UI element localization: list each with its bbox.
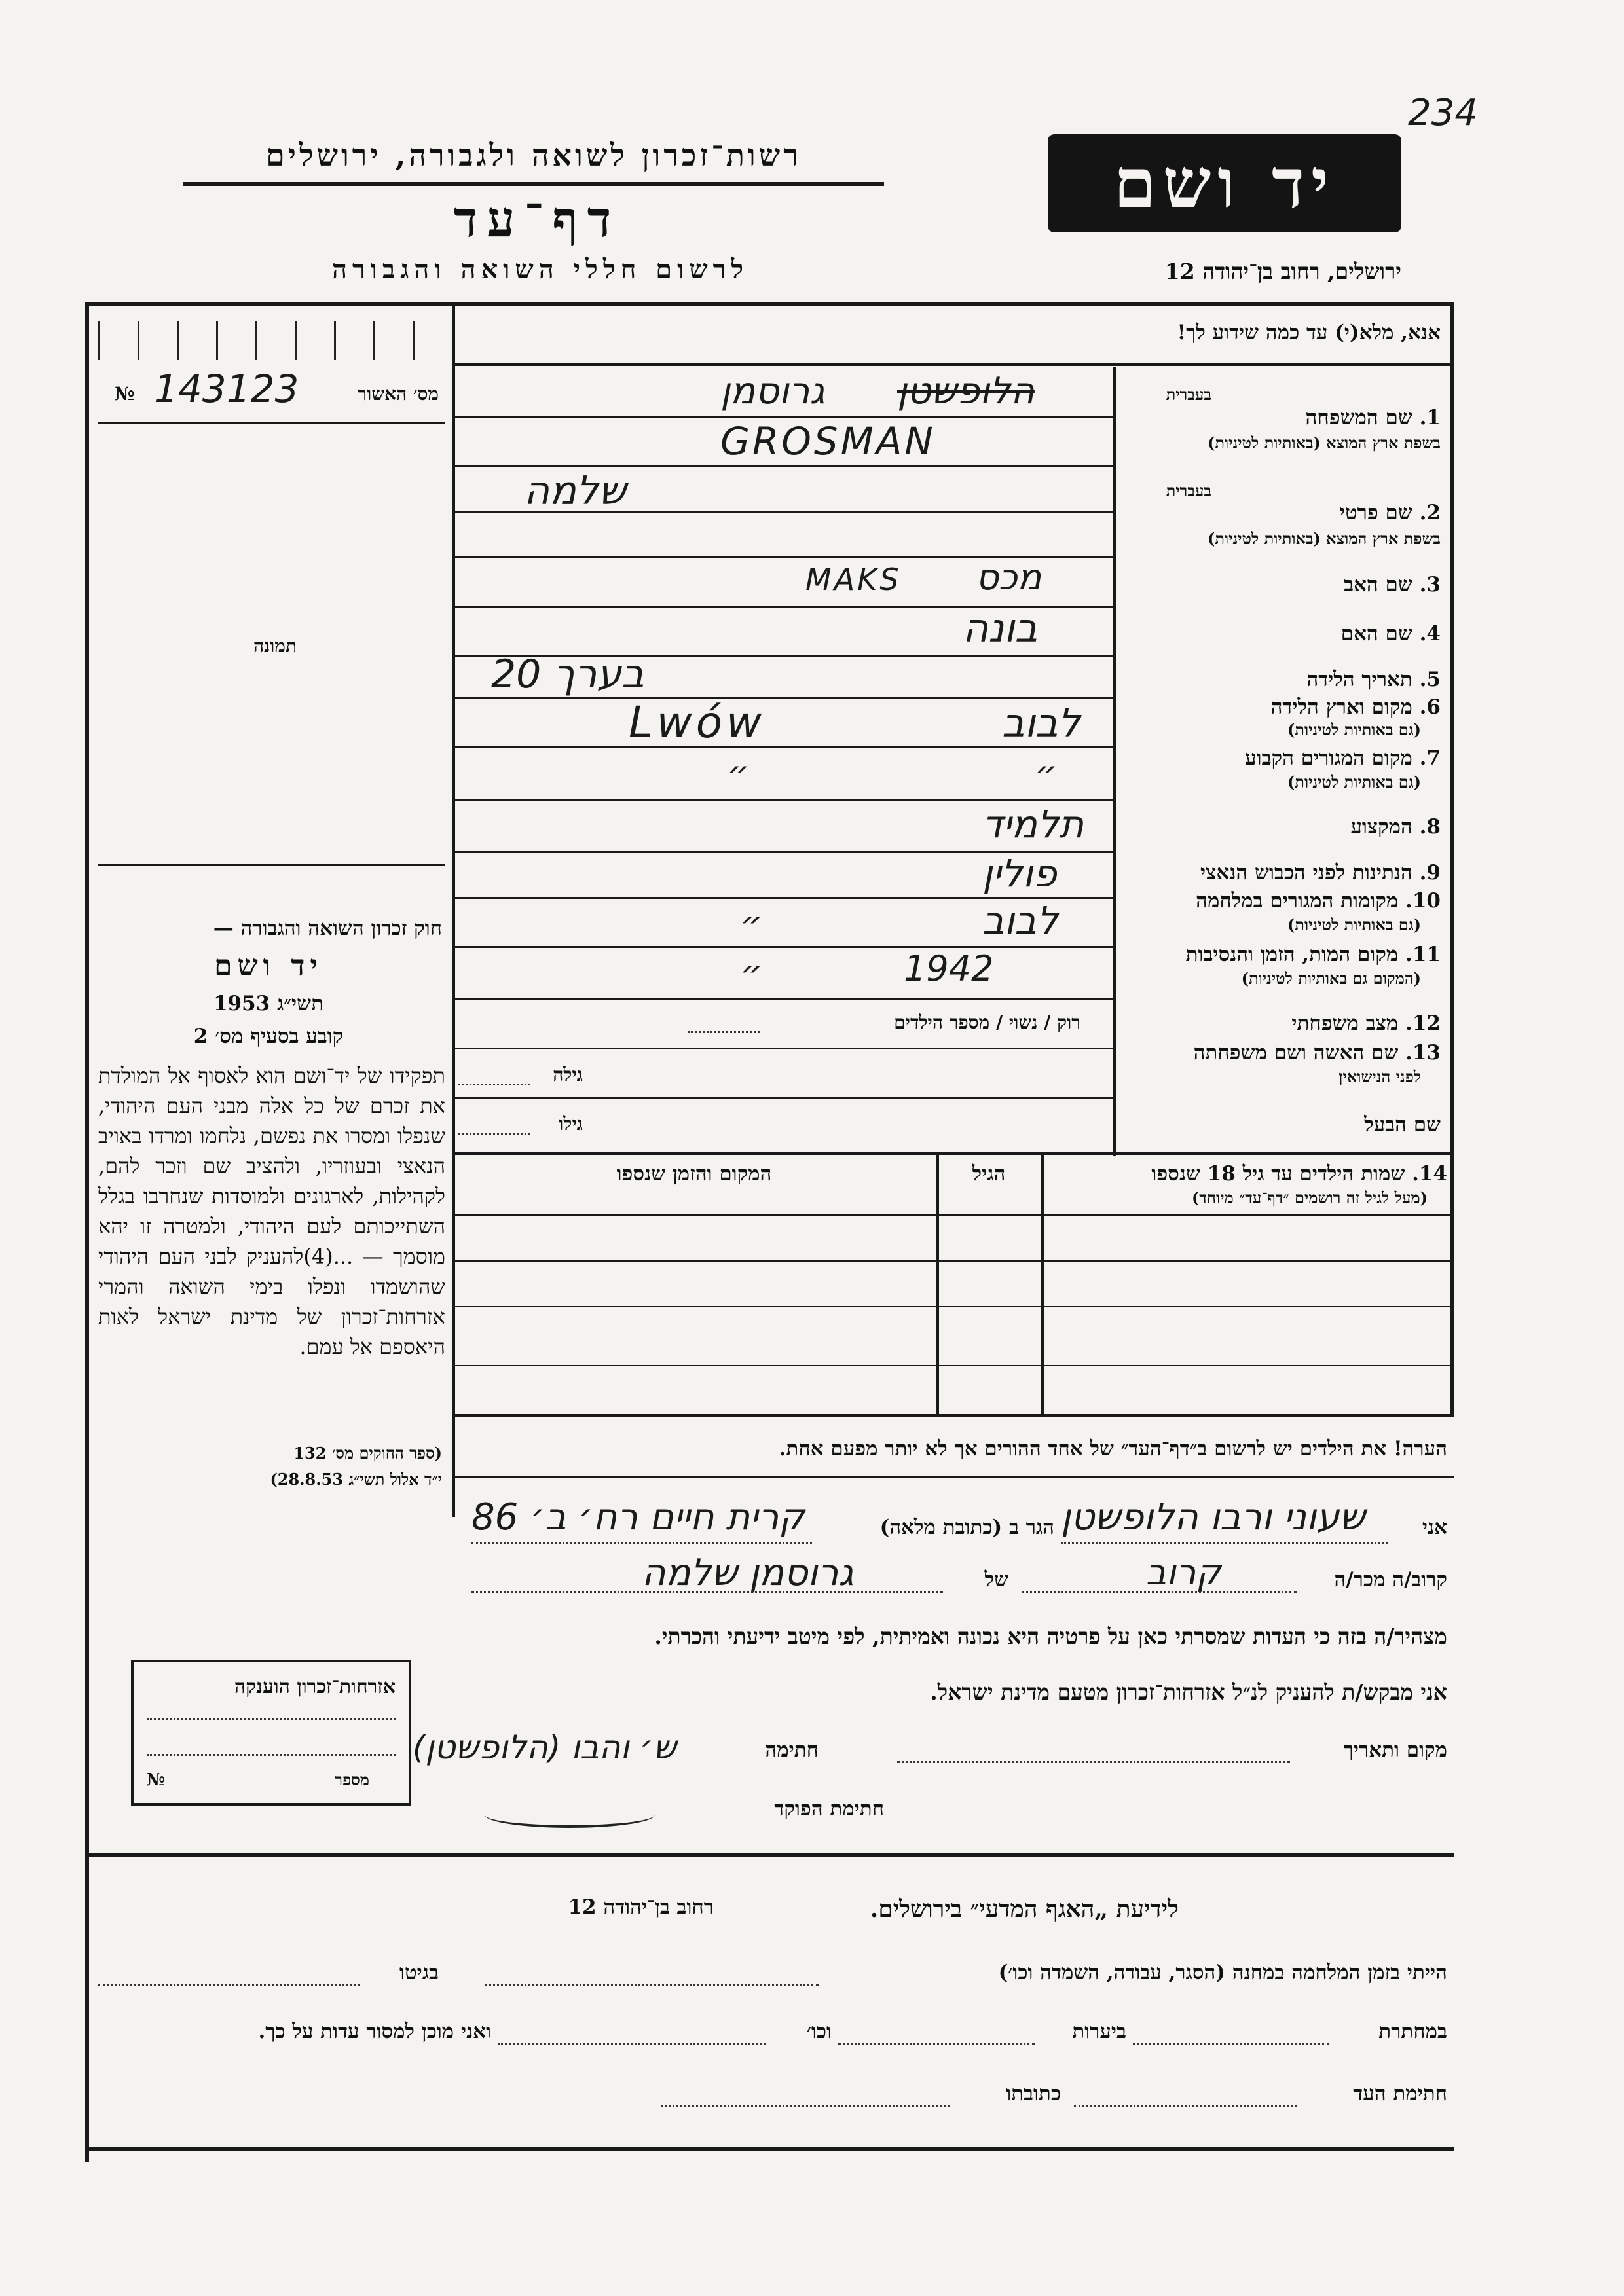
- f4-label: 4. שם האם: [1340, 622, 1441, 646]
- f1-hebrew-tag: בעברית: [1166, 385, 1211, 404]
- bottom-address-dots: [661, 2105, 950, 2107]
- law-title: חוק זכרון השואה והגבורה —: [213, 917, 442, 940]
- f8-label: 8. המקצוע: [1350, 815, 1441, 839]
- decl-place-date-label: מקום ותאריך: [1343, 1738, 1447, 1762]
- bottom-address-label: כתובתו: [1006, 2082, 1061, 2105]
- citizenship-number-label: מספר: [335, 1770, 369, 1789]
- decl-statement: מצהיר/ה בזה כי העדות שמסרתי כאן על פרטיה היא נכונה ואמיתית, לפי מיטב ידיעתי והכרתי.: [654, 1624, 1447, 1649]
- f9-label: 9. הנתינות לפני הכבוש הנאצי: [1200, 861, 1441, 884]
- f11-label: 11. מקום המות, הזמן והנסיבות: [1185, 943, 1441, 966]
- children-head-rule: [455, 1214, 1454, 1216]
- row-rule-1: [455, 416, 1113, 418]
- decl-address-dots: [471, 1542, 812, 1544]
- bottom-camp-dots: [485, 1984, 819, 1986]
- bottom-underground-dots: [1133, 2043, 1329, 2045]
- children-col-age: הגיל: [972, 1162, 1006, 1186]
- citizenship-box: [131, 1660, 411, 1806]
- row-rule-13: [455, 998, 1113, 1000]
- f3-label: 3. שם האב: [1344, 573, 1441, 596]
- children-rule-4: [455, 1414, 1454, 1417]
- children-rule-2: [455, 1306, 1454, 1307]
- row-rule-15: [455, 1097, 1113, 1099]
- bottom-witness-sig: חתימת העד: [1353, 2082, 1447, 2105]
- decl-relation-label: קרוב/ה מכר/ה: [1334, 1568, 1447, 1592]
- bottom-divider: [85, 1853, 1454, 1857]
- f5-value: בערך 20: [491, 651, 644, 697]
- children-rule-3: [455, 1365, 1454, 1366]
- age2-dots: [458, 1133, 530, 1135]
- f3-value-latin: MAKS: [805, 562, 902, 597]
- approval-number: 143123: [154, 367, 299, 411]
- bottom-etc: וכו׳: [806, 2020, 832, 2043]
- age2-label: גילו: [559, 1113, 583, 1135]
- label-col-border: [1113, 367, 1116, 1156]
- header-address: ירושלים, רחוב בן־יהודה 12: [1164, 259, 1401, 284]
- bottom-title: לידיעת „האגף המדעי״ בירושלים.: [870, 1895, 1179, 1923]
- decl-of-dots: [471, 1591, 943, 1593]
- f7-label: 7. מקום המגורים הקבוע: [1245, 746, 1441, 770]
- decl-of-value: גרוסמן שלמה: [642, 1552, 854, 1594]
- instruction: אנא, מלא(י) עד כמה שידוע לך!: [1177, 321, 1441, 344]
- f6-value: לבוב: [1002, 701, 1080, 746]
- f7-ditto-1: ״: [727, 753, 750, 794]
- f10-label: 10. מקומות המגורים במלחמה: [1196, 889, 1441, 913]
- row-rule-12: [455, 946, 1113, 948]
- f2-label: 2. שם פרטי: [1339, 501, 1441, 524]
- page-number: 234: [1408, 92, 1478, 134]
- f10-ditto: ״: [740, 903, 763, 945]
- law-clause: קובע בסעיף מס׳ 2: [193, 1025, 344, 1048]
- decl-relation-dots: [1022, 1591, 1297, 1593]
- f10-sub: (גם באותיות לטיניות): [1287, 915, 1421, 934]
- yad-vashem-logo: [1048, 134, 1401, 232]
- row-rule-9: [455, 799, 1113, 801]
- bottom-ghetto: בגיטו: [399, 1961, 439, 1984]
- decl-name-dots: [1061, 1542, 1388, 1544]
- approval-ticks: [98, 321, 445, 360]
- decl-officer-label: חתימת הפוקד: [774, 1797, 884, 1821]
- f6-value-latin: Lwów: [629, 697, 766, 748]
- citizenship-dot-1: [147, 1718, 396, 1720]
- law-ref1: (ספר החוקים מס׳ 132: [293, 1444, 442, 1463]
- bottom-address: רחוב בן־יהודה 12: [568, 1895, 714, 1919]
- decl-address: קרית חיים רח׳ ב׳ 86: [471, 1496, 805, 1539]
- children-rule-1: [455, 1260, 1454, 1262]
- f1-value-latin: GROSMAN: [720, 419, 936, 464]
- f4-value: בונה: [963, 606, 1038, 651]
- f7-ditto-2: ״: [1035, 753, 1058, 794]
- children-col-2: [936, 1155, 939, 1417]
- frame-top: [85, 302, 1454, 306]
- f11-value: 1942: [904, 948, 994, 989]
- f11-sub: (המקום גם באותיות לטיניות): [1241, 969, 1421, 988]
- f2-value: שלמה: [524, 468, 627, 514]
- approval-rule: [98, 422, 445, 424]
- frame-left: [85, 302, 89, 2162]
- children-col-1: [1041, 1155, 1044, 1417]
- row-rule-8: [455, 746, 1113, 748]
- instruction-rule: [455, 363, 1454, 366]
- citizenship-dot-2: [147, 1754, 396, 1756]
- form-subtitle: לרשום חללי השואה והגבורה: [331, 254, 749, 285]
- frame-bottom: [85, 2147, 1454, 2151]
- law-body: תפקידו של יד־ושם הוא לאסוף אל המולדת את זכרם של כל אלה מבני העם היהודי, שנפלו ומסרו את נפשם, נלחמו ומרדו באויב הנאצי ובעוזריו, ולהציב שם וזכר להם, לקהילות, לארגונים ולמוסדות שנחרבו בגלל השתייכותם לעם היהודי, ולמטרה זו יהא מוסמך — ...(4)להעניק לבני העם היהודי שהושמדו ונפלו בימי השואה והמרי אזרחות־זכרון של מדינת ישראל לאות היאספם אל עמם.: [98, 1063, 446, 1359]
- f12-dots: [688, 1031, 760, 1033]
- f3-value: מכס: [976, 556, 1042, 598]
- decl-of-label: של: [984, 1568, 1008, 1592]
- bottom-underground: במחתרת: [1378, 2020, 1447, 2043]
- approval-label: מס׳ האשור: [358, 383, 439, 405]
- law-year: תשי״ג 1953: [213, 992, 324, 1015]
- row-rule-2: [455, 465, 1113, 467]
- frame-right: [1450, 302, 1454, 1415]
- row-rule-14: [455, 1048, 1113, 1049]
- decl-residing: הגר ב (כתובת מלאה): [879, 1516, 1054, 1539]
- husband-label: שם הבעל: [1364, 1113, 1441, 1137]
- f12-value: רוק / נשוי / מספר הילדים: [894, 1011, 1080, 1033]
- bottom-testify: ואני מוכן למסור עדות על כך.: [258, 2020, 491, 2043]
- f13-sub: לפני הנישואין: [1338, 1067, 1421, 1086]
- row-rule-7: [455, 697, 1113, 699]
- f10-value: לבוב: [982, 898, 1058, 943]
- f9-value: פולין: [982, 851, 1057, 896]
- age-dots: [458, 1084, 530, 1085]
- decl-ani: אני: [1422, 1516, 1447, 1539]
- decl-request: אני מבקש/ת להעניק לנ״ל אזרחות־זכרון מטעם מדינת ישראל.: [930, 1679, 1447, 1705]
- bottom-ghetto-dots: [98, 1984, 360, 1986]
- f11-ditto: ״: [740, 953, 763, 994]
- f6-sub: (גם באותיות לטיניות): [1287, 720, 1421, 739]
- f2-sub: בשפת ארץ המוצא (באותיות לטיניות): [1208, 529, 1441, 548]
- f13-label: 13. שם האשה ושם משפחתה: [1193, 1041, 1441, 1065]
- decl-place-date-dots: [897, 1761, 1290, 1763]
- decl-signature: ש׳ והבו (הלופשטן): [413, 1728, 677, 1766]
- law-title2: יד ושם: [214, 949, 323, 983]
- photo-rule: [98, 864, 445, 866]
- logo-text: יד ושם: [1113, 143, 1336, 223]
- children-col-place: המקום והזמן שנספו: [616, 1162, 772, 1186]
- children-col-names-sub: (מעל לגיל זה רושמים ״דף־עד״ מיוחד): [1191, 1188, 1428, 1207]
- officer-signature-mark: [485, 1802, 655, 1828]
- form-title: דף־עד: [453, 190, 621, 248]
- photo-label: תמונה: [253, 635, 297, 657]
- approval-prefix: №: [115, 383, 135, 405]
- org-line: רשות־זכרון לשואה ולגבורה, ירושלים: [266, 137, 802, 173]
- bottom-witness-sig-dots: [1074, 2105, 1297, 2107]
- bottom-forests-dots: [838, 2043, 1035, 2045]
- f5-label: 5. תאריך הלידה: [1306, 668, 1441, 691]
- law-ref2: י״ד אלול תשי״ג 28.8.53): [270, 1470, 442, 1489]
- f6-label: 6. מקום וארץ הלידה: [1270, 695, 1441, 719]
- citizenship-title: אזרחות־זכרון הוענקה: [234, 1675, 396, 1698]
- note-rule: [455, 1476, 1454, 1478]
- f7-sub: (גם באותיות לטיניות): [1287, 773, 1421, 792]
- f1-value-struck: הלופשטן: [897, 370, 1035, 412]
- f12-label: 12. מצב משפחתי: [1291, 1011, 1441, 1035]
- decl-signature-label: חתימה: [765, 1738, 819, 1762]
- citizenship-prefix: №: [147, 1770, 166, 1790]
- decl-relation-value: קרוב: [1146, 1552, 1221, 1593]
- children-col-names: 14. שמות הילדים עד גיל 18 שנספו: [1151, 1162, 1447, 1186]
- bottom-line1: הייתי בזמן המלחמה במחנה (הסגר, עבודה, השמדה וכו׳): [998, 1961, 1447, 1984]
- f8-value: תלמיד: [982, 802, 1084, 847]
- row-rule-16: [455, 1152, 1454, 1155]
- note: הערה! את הילדים יש לרשום ב״דף־העד״ של אחד ההורים אך לא יותר מפעם אחת.: [779, 1437, 1447, 1461]
- left-col-border: [452, 302, 455, 1517]
- bottom-forests: ביערות: [1072, 2020, 1126, 2043]
- decl-witness-name: שעוני ורבו הלופשטן: [1061, 1496, 1365, 1539]
- bottom-etc-dots: [498, 2043, 766, 2045]
- f1-label: 1. שם המשפחה: [1305, 406, 1441, 429]
- f1-sub: בשפת ארץ המוצא (באותיות לטיניות): [1208, 433, 1441, 452]
- age-label: גילה: [553, 1064, 583, 1085]
- f2-hebrew-tag: בעברית: [1166, 481, 1211, 500]
- org-underline: [183, 182, 884, 186]
- f1-value-he: גרוסמן: [720, 370, 825, 412]
